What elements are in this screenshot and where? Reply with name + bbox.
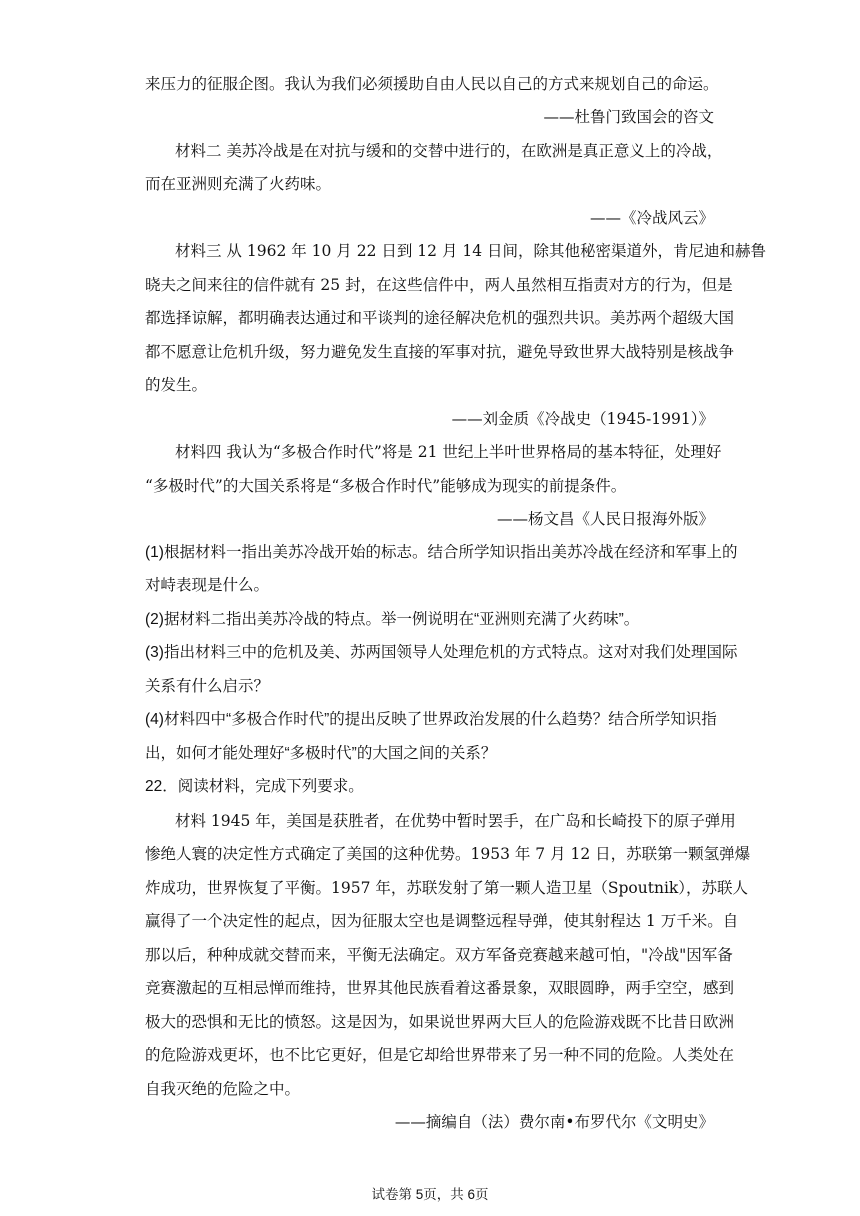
material-three-l3: 都选择谅解，都明确表达通过和平谈判的途径解决危机的强烈共识。美苏两个超级大国: [145, 309, 735, 327]
material-two: 材料二 美苏冷战是在对抗与缓和的交替中进行的，在欧洲是真正意义上的冷战，: [175, 142, 723, 160]
source-cold-war-storm: ——《冷战风云》: [589, 209, 714, 227]
material-22-l8: 的危险游戏更坏，也不比它更好，但是它却给世界带来了另一种不同的危险。人类处在: [145, 1046, 735, 1064]
page-footer: 试卷第 5页，共 6页: [371, 1187, 489, 1202]
question-3: (3)指出材料三中的危机及美、苏两国领导人处理危机的方式特点。这对对我们处理国际: [145, 644, 738, 661]
material-22-l2: 惨绝人寰的决定性方式确定了美国的这种优势。1953 年 7 月 12 日，苏联第一颗氢弹爆: [145, 845, 751, 863]
question-4: (4)材料四中“多极合作时代”的提出反映了世界政治发展的什么趋势？结合所学知识指: [145, 711, 717, 728]
question-4-cont: 出，如何才能处理好“多极时代”的大国之间的关系？: [145, 745, 497, 762]
question-22-heading: 22．阅读材料，完成下列要求。: [145, 778, 364, 795]
material-three: 材料三 从 1962 年 10 月 22 日到 12 月 14 日间，除其他秘密渠道外，肯尼迪和赫鲁: [175, 242, 767, 260]
material-four-cont: “多极时代”的大国关系将是“多极合作时代”能够成为现实的前提条件。: [145, 477, 627, 495]
question-3-cont: 关系有什么启示？: [145, 678, 270, 695]
material-22-l3: 炸成功，世界恢复了平衡。1957 年，苏联发射了第一颗人造卫星（Spoutnik），苏联人: [145, 879, 749, 897]
material-22-l4: 赢得了一个决定性的起点，因为征服太空也是调整远程导弹，使其射程达 1 万千米。自: [145, 912, 739, 930]
source-liu-jinzhi: ——刘金质《冷战史（1945-1991）》: [451, 410, 714, 428]
source-braudel: ——摘编自（法）费尔南•布罗代尔《文明史》: [394, 1113, 714, 1131]
question-2: (2)据材料二指出美苏冷战的特点。举一例说明在“亚洲则充满了火药味”。: [145, 611, 640, 628]
material-22-l5: 那以后，种种成就交替而来，平衡无法确定。双方军备竞赛越来越可怕，"冷战"因军备: [145, 946, 733, 964]
material-three-l5: 的发生。: [145, 376, 208, 394]
material-22-l6: 竞赛激起的互相忌惮而维持，世界其他民族看着这番景象，双眼圆睁，两手空空，感到: [145, 979, 735, 997]
material-four: 材料四 我认为“多极合作时代”将是 21 世纪上半叶世界格局的基本特征，处理好: [175, 443, 722, 461]
material-22-l7: 极大的恐惧和无比的愤怒。这是因为，如果说世界两大巨人的危险游戏既不比昔日欧洲: [145, 1013, 735, 1031]
question-1: (1)根据材料一指出美苏冷战开始的标志。结合所学知识指出美苏冷战在经济和军事上的: [145, 544, 738, 561]
question-1-cont: 对峙表现是什么。: [145, 577, 270, 594]
material-three-l4: 都不愿意让危机升级，努力避免发生直接的军事对抗，避免导致世界大战特别是核战争: [145, 343, 735, 361]
source-yang-wenchang: ——杨文昌《人民日报海外版》: [496, 510, 714, 528]
material-two-cont: 而在亚洲则充满了火药味。: [145, 175, 332, 193]
material-three-l2: 晓夫之间来往的信件就有 25 封，在这些信件中，两人虽然相互指责对方的行为，但是: [145, 276, 733, 294]
material-one-tail: 来压力的征服企图。我认为我们必须援助自由人民以自己的方式来规划自己的命运。: [145, 75, 719, 93]
material-22-l1: 材料 1945 年，美国是获胜者，在优势中暂时罢手，在广岛和长崎投下的原子弹用: [175, 812, 736, 830]
material-22-l9: 自我灭绝的危险之中。: [145, 1080, 301, 1098]
source-truman: ——杜鲁门致国会的咨文: [543, 108, 714, 126]
